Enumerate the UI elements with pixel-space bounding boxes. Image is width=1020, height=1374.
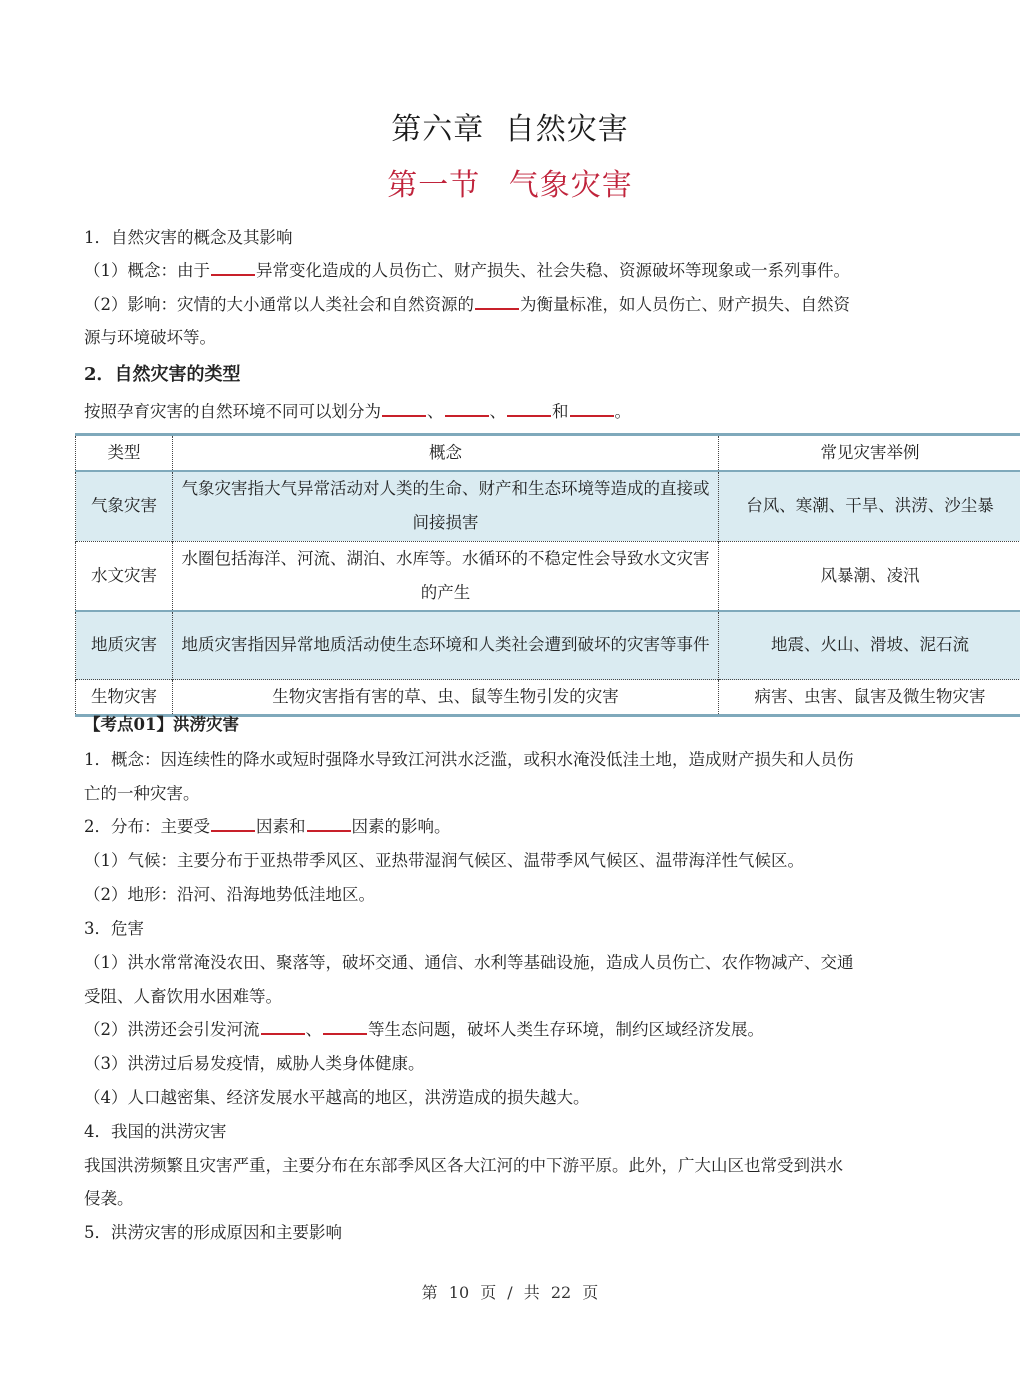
cell-examples: 病害、虫害、鼠害及微生物灾害 <box>719 680 1020 716</box>
harm2-suffix: 等生态问题，破坏人类生存环境，制约区域经济发展。 <box>368 1020 764 1039</box>
flood-concept-1: 1．概念：因连续性的降水或短时强降水导致江河洪水泛滥，或积水淹没低洼土地，造成财产损失和人员伤 <box>84 750 854 769</box>
cell-concept: 生物灾害指有害的草、虫、鼠等生物引发的灾害 <box>173 680 719 716</box>
concept-suffix: 异常变化造成的人员伤亡、财产损失、社会失稳、资源破坏等现象或一系列事件。 <box>256 261 850 280</box>
fill-blank[interactable] <box>307 816 351 832</box>
fill-blank[interactable] <box>475 294 519 310</box>
cell-type: 气象灾害 <box>76 471 173 541</box>
harm-3: （3）洪涝过后易发疫情，威胁人类身体健康。 <box>84 1054 425 1073</box>
separator: 、 <box>427 402 444 421</box>
dist-mid: 因素和 <box>256 817 306 836</box>
cell-type: 生物灾害 <box>76 680 173 716</box>
table-row <box>76 471 1020 541</box>
table-row <box>76 611 1020 680</box>
harm-2 <box>84 1019 764 1041</box>
cell-examples: 台风、寒潮、干旱、洪涝、沙尘暴 <box>719 471 1020 541</box>
section-title: 第一节 气象灾害 <box>387 168 633 203</box>
part1-impact <box>84 294 850 316</box>
harm-heading: 3．危害 <box>84 919 144 938</box>
cell-concept: 水圈包括海洋、河流、湖泊、水库等。水循环的不稳定性会导致水文灾害的产生 <box>173 541 719 611</box>
fill-blank[interactable] <box>382 401 426 417</box>
header-type: 类型 <box>76 435 173 472</box>
part1-impact-cont: 源与环境破坏等。 <box>84 328 216 347</box>
fill-blank[interactable] <box>570 401 614 417</box>
part1-heading: 1．自然灾害的概念及其影响 <box>84 228 293 247</box>
harm2-prefix: （2）洪涝还会引发河流 <box>84 1020 260 1039</box>
cell-concept: 气象灾害指大气异常活动对人类的生命、财产和生态环境等造成的直接或间接损害 <box>173 471 719 541</box>
period: 。 <box>614 402 631 421</box>
cell-concept: 地质灾害指因异常地质活动使生态环境和人类社会遭到破坏的灾害等事件 <box>173 611 719 680</box>
header-examples: 常见灾害举例 <box>719 435 1020 472</box>
dist-prefix: 2．分布：主要受 <box>84 817 210 836</box>
cell-type: 水文灾害 <box>76 541 173 611</box>
header-concept: 概念 <box>173 435 719 472</box>
table-row <box>76 541 1020 611</box>
impact-prefix: （2）影响：灾情的大小通常以人类社会和自然资源的 <box>84 295 474 314</box>
part2-intro <box>84 401 631 423</box>
separator: 、 <box>305 1020 322 1039</box>
chapter-title: 第六章 自然灾害 <box>391 112 629 147</box>
cell-type: 地质灾害 <box>76 611 173 680</box>
separator: 、 <box>489 402 506 421</box>
china-heading: 4．我国的洪涝灾害 <box>84 1122 227 1141</box>
harm-1b: 受阻、人畜饮用水困难等。 <box>84 987 282 1006</box>
separator: 和 <box>552 402 569 421</box>
flood-concept-2: 亡的一种灾害。 <box>84 784 200 803</box>
harm-1a: （1）洪水常常淹没农田、聚落等，破坏交通、通信、水利等基础设施，造成人员伤亡、农作物减产、交通 <box>84 953 854 972</box>
table-header-row <box>76 435 1020 472</box>
harm-4: （4）人口越密集、经济发展水平越高的地区，洪涝造成的损失越大。 <box>84 1088 590 1107</box>
part2-heading: 2．自然灾害的类型 <box>84 364 241 385</box>
fill-blank[interactable] <box>211 816 255 832</box>
cell-examples: 风暴潮、凌汛 <box>719 541 1020 611</box>
table-row <box>76 680 1020 716</box>
flood-climate: （1）气候：主要分布于亚热带季风区、亚热带湿润气候区、温带季风气候区、温带海洋性气候区。 <box>84 851 804 870</box>
page-footer: 第 10 页 / 共 22 页 <box>421 1283 599 1302</box>
flood-distribution <box>84 816 451 838</box>
kaodian-heading: 【考点01】洪涝灾害 <box>84 715 239 734</box>
causes-heading: 5．洪涝灾害的形成原因和主要影响 <box>84 1223 342 1242</box>
fill-blank[interactable] <box>445 401 489 417</box>
fill-blank[interactable] <box>261 1019 305 1035</box>
concept-prefix: （1）概念：由于 <box>84 261 210 280</box>
fill-blank[interactable] <box>211 260 255 276</box>
china-a: 我国洪涝频繁且灾害严重，主要分布在东部季风区各大江河的中下游平原。此外，广大山区也常受到洪水 <box>84 1156 843 1175</box>
dist-suffix: 因素的影响。 <box>351 817 451 836</box>
disaster-types-table <box>75 433 1020 717</box>
impact-suffix: 为衡量标准，如人员伤亡、财产损失、自然资 <box>520 295 850 314</box>
part1-concept <box>84 260 850 282</box>
cell-examples: 地震、火山、滑坡、泥石流 <box>719 611 1020 680</box>
flood-terrain: （2）地形：沿河、沿海地势低洼地区。 <box>84 885 375 904</box>
fill-blank[interactable] <box>323 1019 367 1035</box>
fill-blank[interactable] <box>507 401 551 417</box>
intro-prefix: 按照孕育灾害的自然环境不同可以划分为 <box>84 402 381 421</box>
china-b: 侵袭。 <box>84 1189 134 1208</box>
